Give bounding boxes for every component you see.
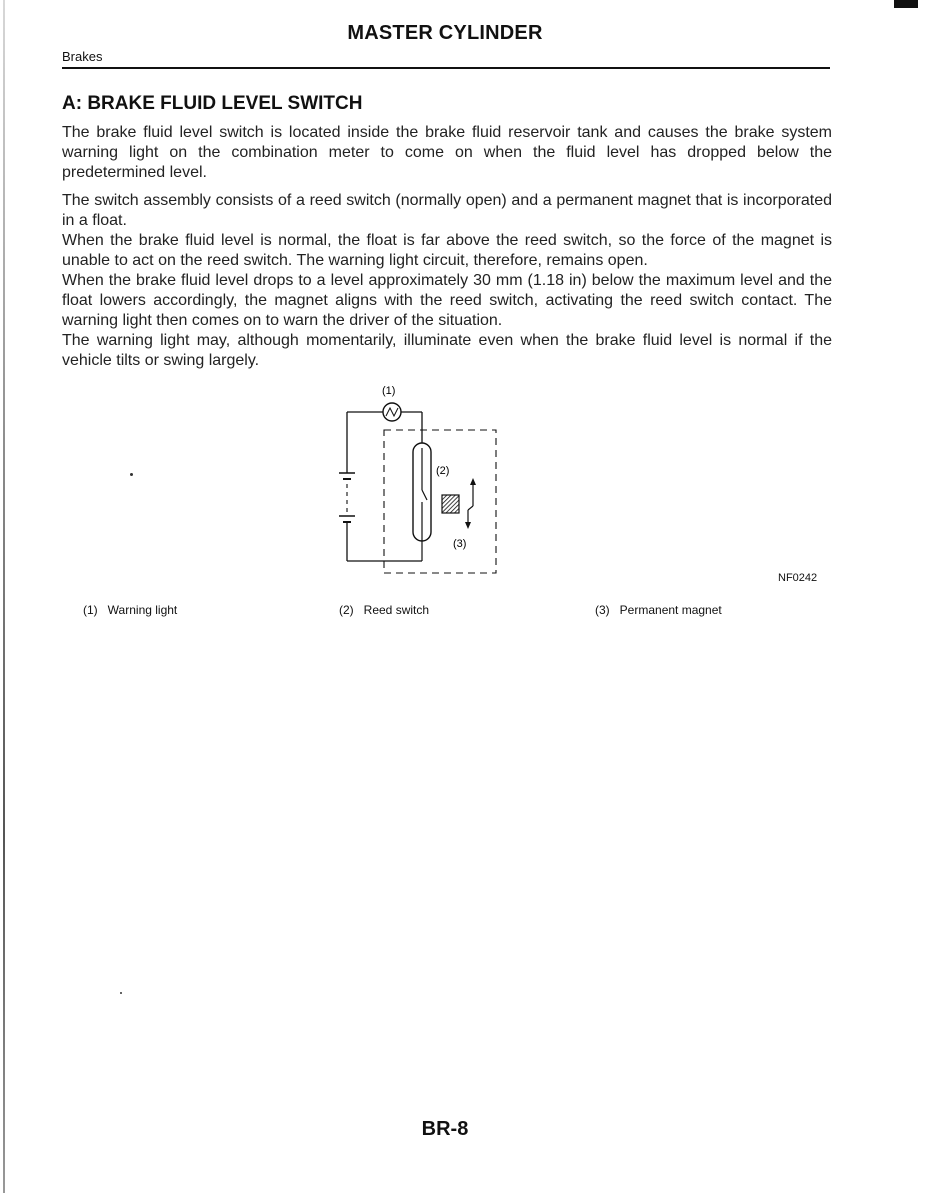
callout-1: (1) (382, 385, 396, 397)
page-number: BR-8 (421, 1118, 469, 1140)
legend-item-warning-light (83, 603, 177, 617)
document-title: MASTER CYLINDER (347, 22, 543, 44)
legend-number: (2) (339, 603, 354, 617)
legend-label: Permanent magnet (619, 603, 722, 617)
callout-3: (3) (453, 538, 467, 550)
paragraph-low-level: When the brake fluid level drops to a level approximately 30 mm (1.18 in) below the maximum level and the float lowers accordingly, the magnet aligns with the reed switch, activating the reed switch contact. The warning light then comes on to warn the driver of the situation. (62, 272, 832, 329)
paragraph-group (62, 191, 832, 371)
paragraph-assembly: The switch assembly consists of a reed switch (normally open) and a permanent magnet that is incorporated in a float. (62, 192, 832, 229)
legend-label: Warning light (107, 603, 178, 617)
scan-speck (130, 473, 133, 476)
legend-number: (3) (595, 603, 610, 617)
float-travel-jog (468, 506, 473, 510)
section-label: Brakes (62, 49, 103, 64)
arrow-down-icon (465, 522, 471, 529)
scan-edge-line (3, 0, 5, 1193)
scan-speck (120, 992, 122, 994)
callout-2: (2) (436, 465, 450, 477)
arrow-up-icon (470, 478, 476, 485)
figure-code: NF0242 (778, 572, 818, 584)
reservoir-dashed-outline (384, 430, 496, 573)
header-divider (62, 67, 830, 69)
permanent-magnet-block (442, 495, 459, 513)
paragraph-normal-level: When the brake fluid level is normal, the float is far above the reed switch, so the force of the magnet is unable to act on the reed switch. The warning light circuit, therefore, remains open. (62, 232, 832, 269)
legend-item-permanent-magnet (595, 603, 722, 617)
fluid-switch-circuit-diagram (330, 378, 510, 583)
legend-item-reed-switch (339, 603, 429, 617)
paragraph-tilt-note: The warning light may, although momentarily, illuminate even when the brake fluid level is normal if the vehicle tilts or swing largely. (62, 332, 832, 369)
section-heading: A: BRAKE FLUID LEVEL SWITCH (62, 93, 363, 114)
legend-number: (1) (83, 603, 98, 617)
paragraph-location: The brake fluid level switch is located inside the brake fluid reservoir tank and causes the brake system warning light on the combination meter to come on when the fluid level has dropped below the predetermined level. (62, 124, 832, 181)
corner-tab-mark (894, 0, 918, 8)
legend-label: Reed switch (363, 603, 430, 617)
